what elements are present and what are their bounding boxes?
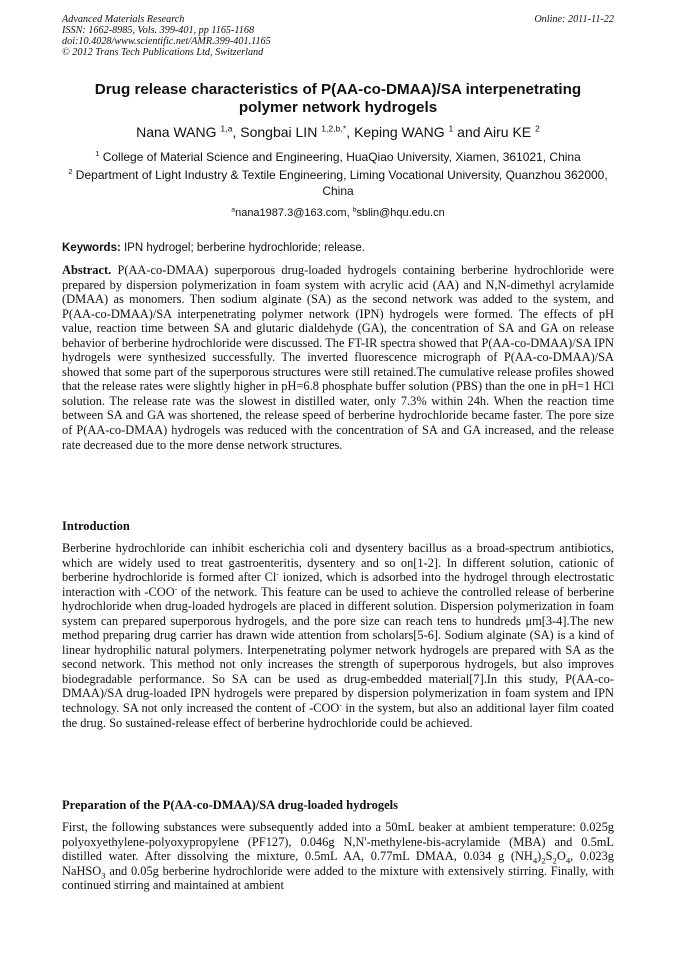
journal-name: Advanced Materials Research bbox=[62, 14, 185, 25]
email-b-mark: b bbox=[352, 206, 357, 214]
author-list bbox=[62, 123, 614, 141]
title-line-1: Drug release characteristics of P(AA-co-DMAA)/SA interpenetrating bbox=[94, 81, 582, 98]
affiliation-2-mark: 2 bbox=[68, 167, 73, 176]
email-b-address[interactable]: sblin@hqu.edu.cn bbox=[356, 207, 445, 219]
journal-header bbox=[62, 14, 614, 58]
author-separator: , bbox=[346, 124, 355, 140]
intro-superscript-2: - bbox=[174, 583, 178, 593]
prep-text-4: O bbox=[556, 849, 566, 864]
keywords-label: Keywords: bbox=[62, 242, 121, 254]
introduction-paragraph bbox=[62, 541, 614, 730]
affiliation-1 bbox=[62, 150, 614, 166]
keywords bbox=[62, 241, 614, 255]
author-separator: , bbox=[232, 124, 241, 140]
author-affil-mark: 1,a bbox=[220, 123, 233, 134]
author-name: Songbai LIN bbox=[240, 124, 322, 140]
paper-title bbox=[62, 81, 614, 117]
email-a-address[interactable]: nana1987.3@163.com bbox=[235, 207, 347, 219]
intro-superscript-3: - bbox=[339, 699, 342, 709]
affiliation-2 bbox=[62, 168, 614, 199]
affiliation-1-mark: 1 bbox=[95, 149, 100, 158]
preparation-paragraph bbox=[62, 820, 614, 893]
prep-text-5: , 0.023g NaHSO bbox=[62, 849, 614, 878]
doi-line[interactable]: doi:10.4028/www.scientific.net/AMR.399-401.1165 bbox=[62, 36, 271, 47]
prep-text-2: ) bbox=[537, 849, 542, 864]
email-separator: , bbox=[346, 207, 353, 219]
prep-subscript-2: 2 bbox=[541, 855, 546, 866]
author-affil-mark: 1,2,b,* bbox=[321, 123, 347, 134]
prep-text-1: First, the following substances were subsequently added into a 50mL beaker at ambient temperature: 0.025g polyoxyethylene-polyoxypropylene (PF127), 0.046g N,N'-methylene-bis-acrylamide (MBA) and 0.5mL distilled water. After dissolving the mixture, 0.5mL AA, 0.77mL DMAA, 0.034 g (NH bbox=[62, 820, 614, 864]
intro-text-4: in the system, but also an additional layer film coated the drug. So sustained-release effect of berberine hydrochloride could be achieved. bbox=[62, 701, 614, 730]
prep-subscript-3: 2 bbox=[552, 855, 557, 866]
prep-subscript-5: 3 bbox=[101, 870, 106, 881]
online-date: Online: 2011-11-22 bbox=[534, 14, 614, 25]
email-line bbox=[62, 206, 614, 220]
affiliation-2-text: Department of Light Industry & Textile Engineering, Liming Vocational University, Quanzhou 362000, China bbox=[72, 168, 608, 198]
affiliation-1-text: College of Material Science and Engineering, HuaQiao University, Xiamen, 361021, China bbox=[99, 150, 581, 164]
issn-line: ISSN: 1662-8985, Vols. 399-401, pp 1165-1168 bbox=[62, 25, 255, 36]
abstract bbox=[62, 263, 614, 452]
author-separator: and bbox=[453, 124, 484, 140]
prep-subscript-1: 4 bbox=[532, 855, 538, 866]
intro-superscript-1: - bbox=[276, 568, 279, 578]
author-name: Nana WANG bbox=[136, 124, 221, 140]
preparation-heading: Preparation of the P(AA-co-DMAA)/SA drug-loaded hydrogels bbox=[62, 798, 398, 812]
intro-text-3: of the network. This feature can be used to achieve the controlled release of berberine hydrochloride when drug-loaded hydrogels are placed in different solution. Dispersion polymerization in foam system can prepared superporous hydrogels, and the pore size can reach tens to hundreds μm[3-4].The new method preparing drug carrier has drawn wide attention from scholars[5-6]. Sodium alginate (SA) is a kind of linear hydrophilic natural polymers. Interpenetrating polymer network hydrogels are prepared with SA as the second network. This method not only increases the strength of superporous hydrogels, but also improves biodegradable performance. So SA can be used as drug-embedded material[7].In this study, P(AA-co-DMAA)/SA drug-loaded IPN hydrogels were prepared by dispersion polymerization in foam system and IPN technology. SA not only increased the content of -COO bbox=[62, 584, 615, 716]
author-name: Airu KE bbox=[483, 124, 536, 140]
title-line-2: polymer network hydrogels bbox=[238, 99, 438, 116]
intro-text-2: ionized, which is adsorbed into the hydrogel through electrostatic interaction with -COO bbox=[62, 570, 614, 599]
keywords-text: IPN hydrogel; berberine hydrochloride; release. bbox=[120, 242, 365, 254]
prep-text-3: S bbox=[545, 849, 553, 864]
email-a-mark: a bbox=[231, 206, 236, 214]
abstract-label: Abstract. bbox=[62, 263, 112, 277]
prep-text-6: and 0.05g berberine hydrochloride were added to the mixture with extensively stirring. Finally, with continued stirring and maintained at ambient bbox=[62, 863, 614, 893]
author-affil-mark: 2 bbox=[535, 123, 540, 134]
author-name: Keping WANG bbox=[354, 124, 449, 140]
introduction-heading: Introduction bbox=[62, 519, 130, 533]
author-affil-mark: 1 bbox=[448, 123, 454, 134]
prep-subscript-4: 4 bbox=[565, 855, 571, 866]
intro-text-1: Berberine hydrochloride can inhibit escherichia coli and dysentery bacillus as a broad-spectrum antibiotics, which are widely used to treat gastroenteritis, dysentery and so on[1-2]. In different solution, cationic of berberine hydrochloride is formed after Cl bbox=[62, 541, 614, 585]
abstract-text: P(AA-co-DMAA) superporous drug-loaded hydrogels containing berberine hydrochloride were prepared by dispersion polymerization in foam system with acrylic acid (AA) and N,N-dimethyl acrylamide (DMAA) as monomers. Then sodium alginate (SA) as the second network was added to the system, and P(AA-co-DMAA)/SA interpenetrating polymer network (IPN) hydrogels were formed. The effects of pH value, reaction time between SA and glutaric dialdehyde (GA), the concentration of SA and GA on release behavior of berberine hydrochloride were discussed. The FT-IR spectra showed that P(AA-co-DMAA)/SA IPN hydrogels were synthesized successfully. The inverted fluorescence micrograph of P(AA-co-DMAA)/SA showed that some part of the superporous structures were still retained.The cumulative release profiles showed that the release rates were slightly higher in pH=6.8 phosphate buffer solution (PBS) than the one in pH=1 HCl solution. The release rate was the slowest in distilled water, only 7.3% within 24h. When the reaction time between SA and GA was shortened, the release speed of berberine hydrochloride became faster. The pore size of P(AA-co-DMAA) hydrogels was reduced with the concentration of SA and GA increased, and the release rate decreased due to the more dense network structures. bbox=[62, 263, 614, 452]
copyright-line: © 2012 Trans Tech Publications Ltd, Switzerland bbox=[62, 47, 264, 58]
